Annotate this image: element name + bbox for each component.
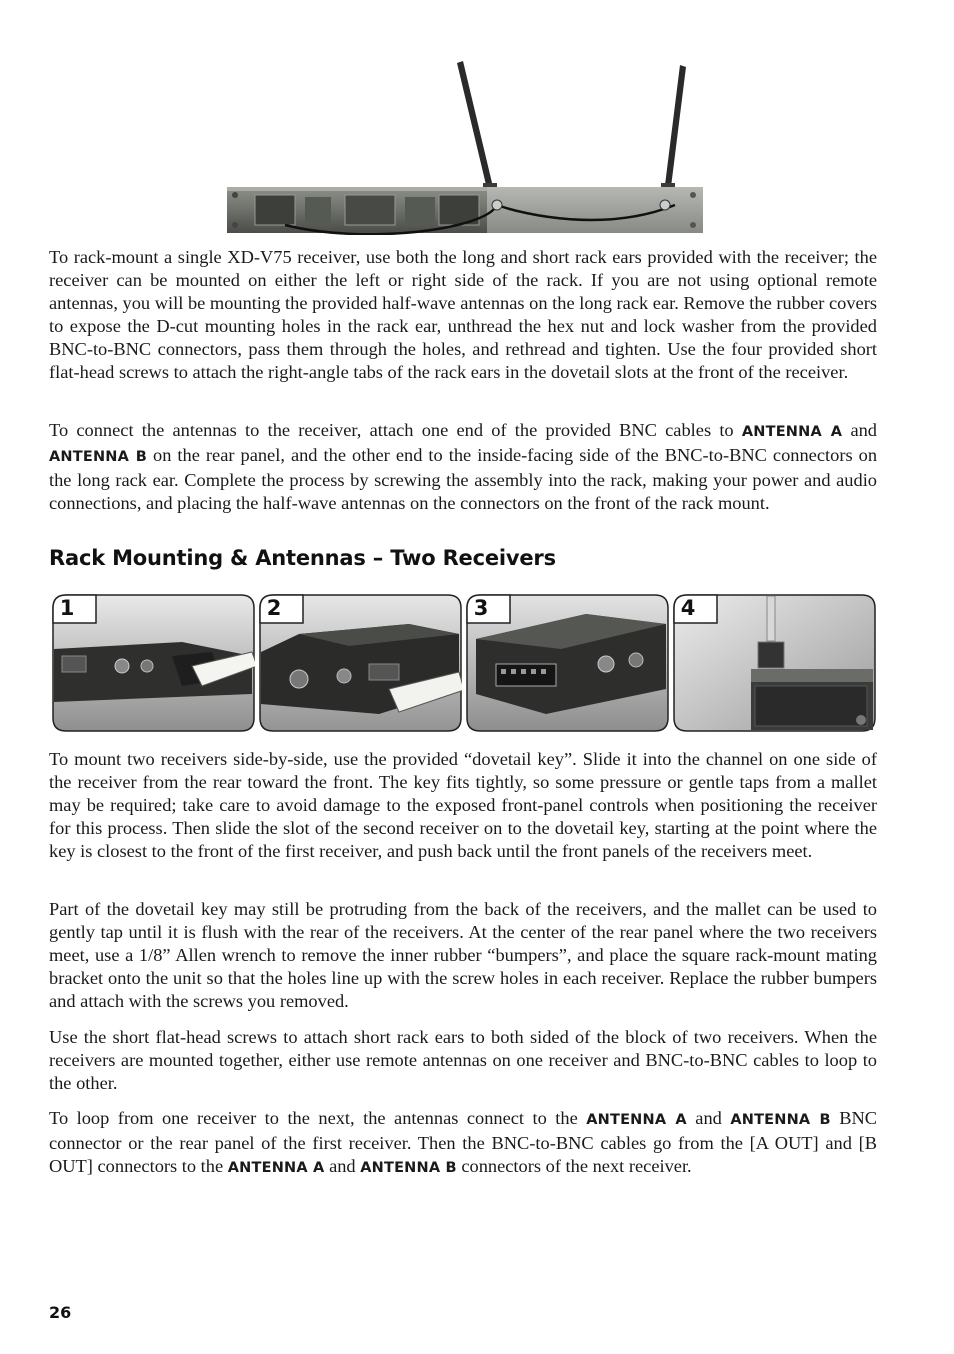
step-photo-2 [259,594,459,732]
step-number: 2 [266,596,282,620]
loop-paragraph [49,1107,877,1180]
antenna-left [457,61,493,189]
step-1-illustration [52,594,255,732]
antenna-connect-paragraph [49,419,877,515]
text-run: To connect the antennas to the receiver, attach one end of the provided BNC cables to [49,420,742,440]
antenna-a-label: ANTENNA A [586,1112,687,1128]
step-number: 1 [59,596,75,620]
step-photo-1 [52,594,252,732]
rack-ear [487,187,703,233]
step-4-illustration [673,594,876,732]
antenna-a-label: ANTENNA A [227,1159,325,1176]
text-run: and [842,420,877,440]
rack-ears-paragraph: Use the short flat-head screws to attach short rack ears to both sided of the block of two receivers. When the receivers are mounted together, either use remote antennas on one receiver and BNC-to-BNC cables to loop to the other. [49,1027,877,1093]
text-run: To loop from one receiver to the next, the antennas connect to the [49,1108,587,1128]
section-heading: Rack Mounting & Antennas – Two Receivers [49,546,556,570]
step-number: 4 [680,596,696,620]
text-run: and [686,1108,731,1128]
step-number: 3 [473,596,489,620]
text-run: on the rear panel, and the other end to the inside-facing side of the BNC-to-BNC connectors on the long rack ear. Complete the process by screwing the assembly into the rack, making your power and audio connections, and placing the half-wave antennas on the connectors on the front of the rack mount. [49,444,878,513]
text-run: connectors of the next receiver. [456,1155,692,1176]
dovetail-paragraph: To mount two receivers side-by-side, use the provided “dovetail key”. Slide it into the channel on one side of the receiver from the rear toward the front. The key fits tightly, so some pressure or gentle taps from a mallet may be required; take care to avoid damage to the exposed front-panel controls when positioning the receiver for this process. Then slide the slot of the second receiver on to the dovetail key, starting at the point where the key is closest to the front of the first receiver, and push back until the front panels of the receivers meet. [49,749,877,861]
antenna-b-label: ANTENNA B [360,1159,457,1176]
rack-mount-photo [225,55,705,235]
antenna-b-label: ANTENNA B [49,448,147,465]
bracket-paragraph: Part of the dovetail key may still be protruding from the back of the receivers, and the mallet can be used to gently tap until it is flush with the rear of the receivers. At the center of the rear panel where the two receivers meet, use a 1/8” Allen wrench to remove the inner rubber “bumpers”, and place the square rack-mount mating bracket onto the unit so that the holes line up with the screw holes in each receiver. Replace the rubber bumpers and attach with the screws you removed. [49,899,877,1011]
text-run: BNC connector or the rear panel of the first receiver. Then the BNC-to-BNC cables go from the [A OUT] and [B OUT] connectors to the [49,1108,878,1176]
intro-paragraph: To rack-mount a single XD-V75 receiver, use both the long and short rack ears provided with the receiver; the receiver can be mounted on either the left or right side of the rack. If you are not using optional remote antennas, you will be mounting the provided half-wave antennas on the long rack ear. Remove the rubber covers to expose the D-cut mounting holes in the rack ear, unthread the hex nut and lock washer from the provided BNC-to-BNC connectors, pass them through the holes, and rethread and tighten. Use the four provided short flat-head screws to attach the right-angle tabs of the rack ears in the dovetail slots at the front of the receiver. [49,247,877,382]
step-3-illustration [466,594,669,732]
antenna-a-label: ANTENNA A [741,424,843,440]
rack-mount-illustration [225,55,705,235]
page-number: 26 [49,1303,72,1322]
step-photos [49,594,877,734]
step-2-illustration [259,594,462,732]
antenna-right [665,65,686,187]
text-run: and [324,1155,361,1176]
antenna-b-label: ANTENNA B [730,1112,831,1128]
step-photo-3 [466,594,666,732]
step-photo-4 [673,594,873,732]
